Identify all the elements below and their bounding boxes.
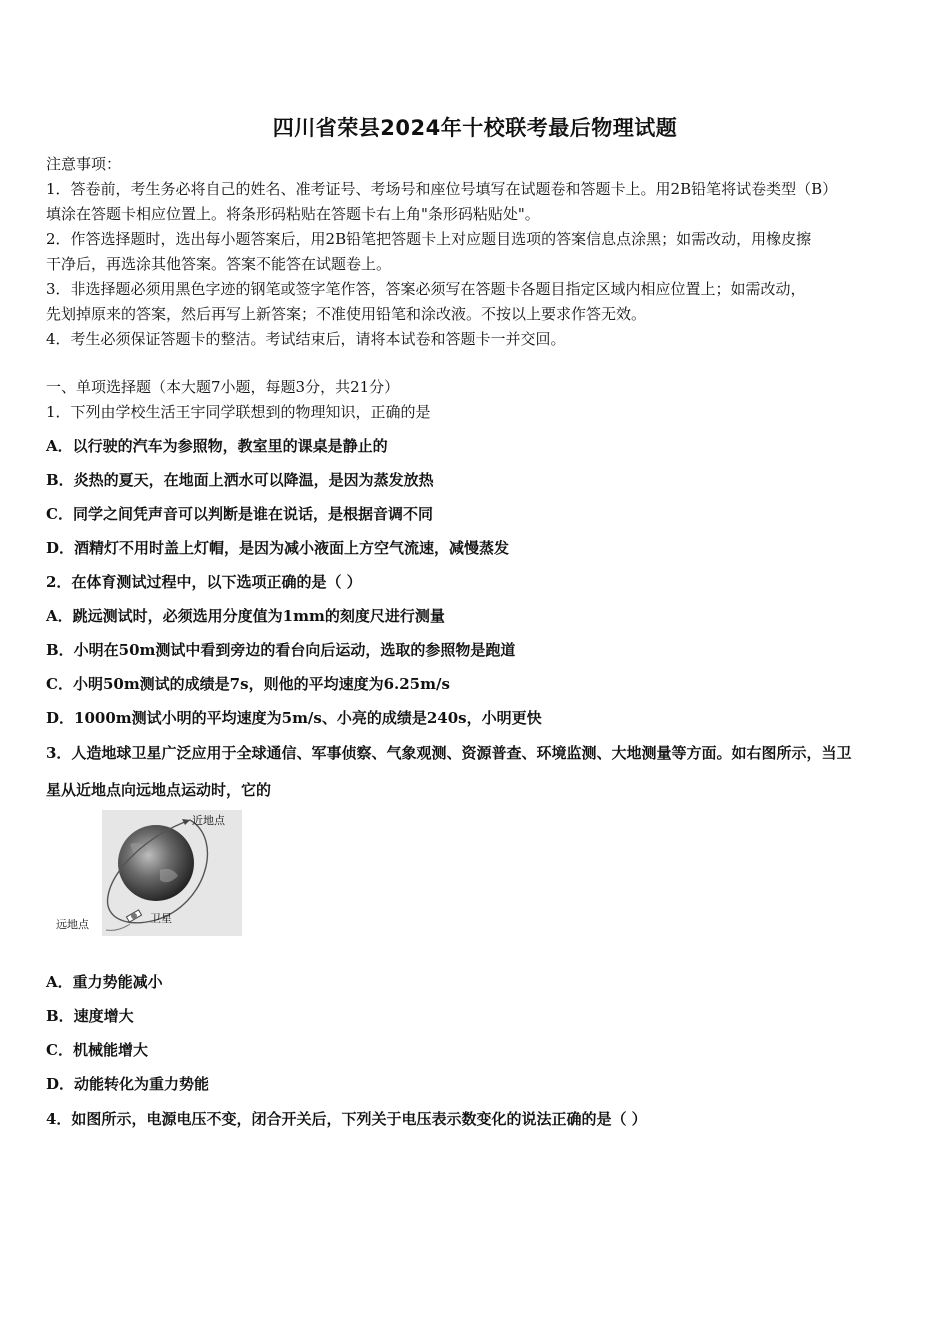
question-1-option-c: C．同学之间凭声音可以判断是谁在说话，是根据音调不同: [46, 505, 433, 523]
notice-line: 填涂在答题卡相应位置上。将条形码粘贴在答题卡右上角"条形码粘贴处"。: [46, 205, 540, 223]
question-3-option-d: D．动能转化为重力势能: [46, 1075, 210, 1093]
question-2-option-a: A．跳远测试时，必须选用分度值为1mm的刻度尺进行测量: [46, 607, 445, 625]
satellite-orbit-figure: [56, 810, 242, 936]
notice-line: 4．考生必须保证答题卡的整洁。考试结束后，请将本试卷和答题卡一并交回。: [46, 330, 566, 348]
question-2-option-d: D．1000m测试小明的平均速度为5m/s、小亮的成绩是240s，小明更快: [46, 709, 542, 727]
question-3-option-a: A．重力势能减小: [46, 973, 163, 991]
notice-heading: 注意事项：: [46, 155, 122, 173]
question-3-option-b: B．速度增大: [46, 1007, 134, 1025]
question-2-stem: 2．在体育测试过程中，以下选项正确的是（ ）: [46, 573, 362, 591]
notice-line: 2．作答选择题时，选出每小题答案后，用2B铅笔把答题卡上对应题目选项的答案信息点涂黑；如需改动，用橡皮擦: [46, 230, 812, 248]
notice-line: 1．答卷前，考生务必将自己的姓名、准考证号、考场号和座位号填写在试题卷和答题卡上。用2B铅笔将试卷类型（B）: [46, 180, 838, 198]
notice-line: 3．非选择题必须用黑色字迹的钢笔或签字笔作答，答案必须写在答题卡各题目指定区域内相应位置上；如需改动，: [46, 280, 806, 298]
apogee-label: 远地点: [56, 918, 89, 931]
question-1-option-d: D．酒精灯不用时盖上灯帽，是因为减小液面上方空气流速，减慢蒸发: [46, 539, 510, 557]
question-4-stem: 4．如图所示，电源电压不变，闭合开关后，下列关于电压表示数变化的说法正确的是（ ）: [46, 1110, 647, 1128]
question-1-stem: 1．下列由学校生活王宇同学联想到的物理知识，正确的是: [46, 403, 431, 421]
section-heading: 一、单项选择题（本大题7小题，每题3分，共21分）: [46, 378, 400, 396]
question-1-option-b: B．炎热的夏天，在地面上洒水可以降温，是因为蒸发放热: [46, 471, 434, 489]
question-2-option-b: B．小明在50m测试中看到旁边的看台向后运动，选取的参照物是跑道: [46, 641, 516, 659]
notice-line: 干净后，再选涂其他答案。答案不能答在试题卷上。: [46, 255, 392, 273]
question-1-option-a: A．以行驶的汽车为参照物，教室里的课桌是静止的: [46, 437, 388, 455]
question-3-stem: 星从近地点向远地点运动时，它的: [46, 781, 272, 799]
notice-line: 先划掉原来的答案，然后再写上新答案；不准使用铅笔和涂改液。不按以上要求作答无效。: [46, 305, 647, 323]
satellite-label: 卫星: [150, 912, 172, 925]
page-title: 四川省荣县2024年十校联考最后物理试题: [272, 116, 678, 140]
perigee-label: 近地点: [192, 814, 225, 827]
question-3-option-c: C．机械能增大: [46, 1041, 148, 1059]
question-3-stem: 3．人造地球卫星广泛应用于全球通信、军事侦察、气象观测、资源普查、环境监测、大地测量等方面。如右图所示，当卫: [46, 744, 852, 762]
question-2-option-c: C．小明50m测试的成绩是7s，则他的平均速度为6.25m/s: [46, 675, 450, 693]
